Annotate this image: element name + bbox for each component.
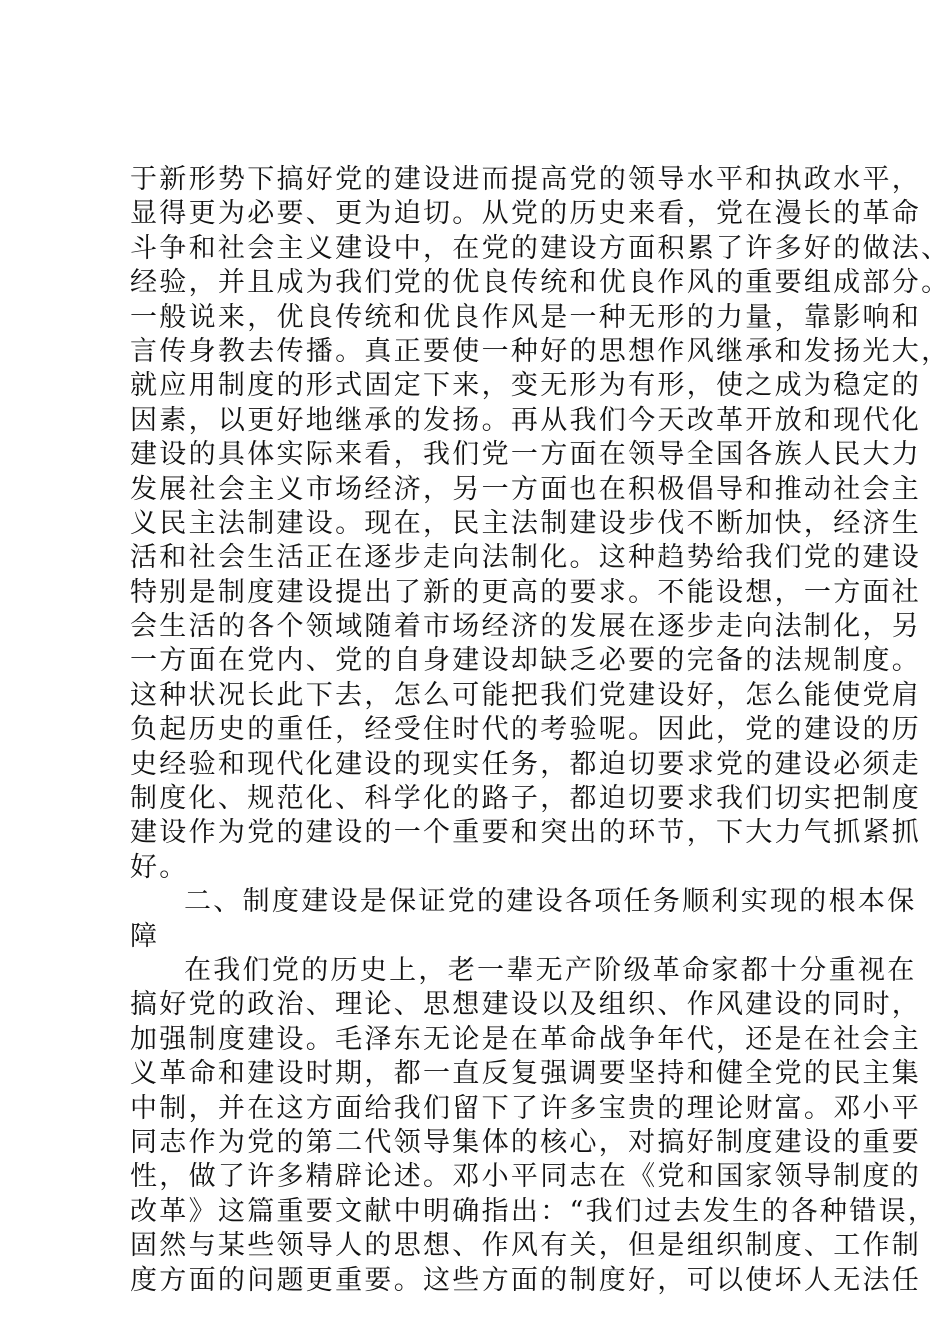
- text-line: 搞好党的政治、理论、思想建设以及组织、作风建设的同时，: [130, 989, 922, 1021]
- text-line: 经验，并且成为我们党的优良传统和优良作风的重要组成部分。: [130, 267, 950, 299]
- text-line: 性，做了许多精辟论述。邓小平同志在《党和国家领导制度的: [130, 1161, 922, 1193]
- text-line: 固然与某些领导人的思想、作风有关，但是组织制度、工作制: [130, 1230, 922, 1262]
- text-line: 度方面的问题更重要。这些方面的制度好，可以使坏人无法任: [130, 1264, 922, 1296]
- section-heading-continued: 障: [130, 920, 160, 952]
- text-line: 加强制度建设。毛泽东无论是在革命战争年代，还是在社会主: [130, 1023, 922, 1055]
- text-line: 会生活的各个领域随着市场经济的发展在逐步走向法制化，另: [130, 611, 922, 643]
- text-line: 斗争和社会主义建设中，在党的建设方面积累了许多好的做法、: [130, 232, 950, 264]
- text-line: 义民主法制建设。现在，民主法制建设步伐不断加快，经济生: [130, 507, 922, 539]
- paragraph-start: 在我们党的历史上，老一辈无产阶级革命家都十分重视在: [184, 954, 917, 986]
- text-line: 一方面在党内、党的自身建设却缺乏必要的完备的法规制度。: [130, 645, 922, 677]
- text-line: 显得更为必要、更为迫切。从党的历史来看，党在漫长的革命: [130, 198, 922, 230]
- text-line: 言传身教去传播。真正要使一种好的思想作风继承和发扬光大，: [130, 335, 950, 367]
- text-line: 活和社会生活正在逐步走向法制化。这种趋势给我们党的建设: [130, 542, 922, 574]
- text-line: 改革》这篇重要文献中明确指出：“我们过去发生的各种错误，: [130, 1195, 938, 1227]
- text-line: 史经验和现代化建设的现实任务，都迫切要求党的建设必须走: [130, 748, 922, 780]
- text-line: 于新形势下搞好党的建设进而提高党的领导水平和执政水平，: [130, 164, 922, 195]
- text-line: 义革命和建设时期，都一直反复强调要坚持和健全党的民主集: [130, 1058, 922, 1090]
- body-text: [130, 163, 950, 1298]
- section-heading: 二、制度建设是保证党的建设各项任务顺利实现的根本保: [184, 886, 917, 918]
- text-line: 负起历史的重任，经受住时代的考验呢。因此，党的建设的历: [130, 714, 922, 746]
- text-line: 一般说来，优良传统和优良作风是一种无形的力量，靠影响和: [130, 301, 922, 333]
- text-line: 制度化、规范化、科学化的路子，都迫切要求我们切实把制度: [130, 783, 922, 815]
- text-line: 建设作为党的建设的一个重要和突出的环节，下大力气抓紧抓: [130, 817, 922, 849]
- text-line: 特别是制度建设提出了新的更高的要求。不能设想，一方面社: [130, 576, 922, 608]
- text-line: 建设的具体实际来看，我们党一方面在领导全国各族人民大力: [130, 439, 922, 471]
- text-line: 发展社会主义市场经济，另一方面也在积极倡导和推动社会主: [130, 473, 922, 505]
- text-line: 中制，并在这方面给我们留下了许多宝贵的理论财富。邓小平: [130, 1092, 922, 1124]
- text-line: 就应用制度的形式固定下来，变无形为有形，使之成为稳定的: [130, 370, 922, 402]
- text-line: 同志作为党的第二代领导集体的核心，对搞好制度建设的重要: [130, 1126, 922, 1158]
- text-line: 因素，以更好地继承的发扬。再从我们今天改革开放和现代化: [130, 404, 922, 436]
- text-line: 这种状况长此下去，怎么可能把我们党建设好，怎么能使党肩: [130, 679, 922, 711]
- text-line: 好。: [130, 851, 189, 883]
